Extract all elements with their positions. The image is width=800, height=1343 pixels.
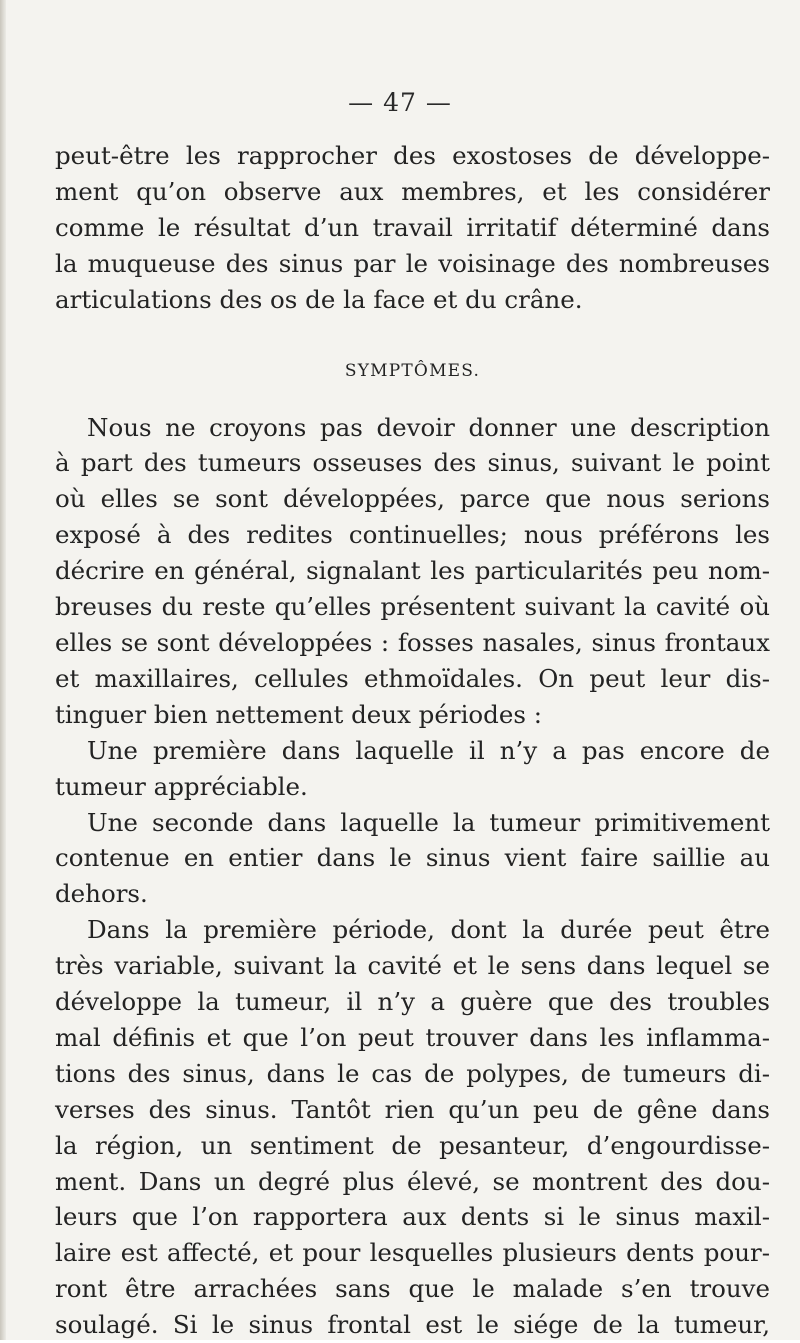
text-line: ment. Dans un degré plus élevé, se montrent des dou- — [55, 1166, 770, 1196]
text-line: où elles se sont développées, parce que nous serions — [55, 484, 770, 514]
text-line: développe la tumeur, il n’y a guère que des troubles — [55, 987, 770, 1017]
page-edge-shadow — [0, 0, 6, 1340]
text-line: peut-être les rapprocher des exostoses de développe- — [55, 141, 770, 170]
text-line: ment qu’on observe aux membres, et les considérer — [55, 176, 770, 206]
text-line: comme le résultat d’un travail irritatif déterminé dans — [55, 212, 770, 242]
text-line: ront être arrachées sans que le malade s’en trouve — [55, 1274, 770, 1304]
text-line: exposé à des redites continuelles; nous préférons les — [55, 520, 770, 550]
text-line: mal définis et que l’on peut trouver dans les inflamma- — [55, 1022, 770, 1052]
text-line: la muqueuse des sinus par le voisinage des nombreuses — [55, 248, 770, 278]
text-line: articulations des os de la face et du crâne. — [55, 284, 583, 314]
text-line: et maxillaires, cellules ethmoïdales. On peut leur dis- — [55, 663, 770, 693]
text-line: contenue en entier dans le sinus vient faire saillie au — [55, 843, 770, 873]
text-line: à part des tumeurs osseuses des sinus, suivant le point — [55, 448, 770, 478]
text-line: Nous ne croyons pas devoir donner une description — [87, 412, 770, 442]
section-heading: SYMPTÔMES. — [344, 360, 481, 381]
text-line: tinguer bien nettement deux périodes : — [55, 699, 542, 729]
text-line: Une seconde dans laquelle la tumeur primitivement — [87, 807, 770, 837]
text-line: tions des sinus, dans le cas de polypes, de tumeurs di- — [55, 1058, 770, 1088]
text-line: très variable, suivant la cavité et le sens dans lequel se — [55, 951, 770, 981]
text-line: soulagé. Si le sinus frontal est le siége de la tumeur, — [55, 1310, 770, 1340]
page-number: — 47 — — [348, 88, 452, 117]
page-text — [55, 138, 770, 1343]
text-line: Dans la première période, dont la durée peut être — [87, 915, 770, 945]
text-line: tumeur appréciable. — [55, 771, 308, 801]
text-line: laire est affecté, et pour lesquelles plusieurs dents pour- — [55, 1238, 770, 1268]
text-line: elles se sont développées : fosses nasales, sinus frontaux — [55, 627, 770, 657]
text-line: dehors. — [55, 879, 148, 909]
text-line: Une première dans laquelle il n’y a pas encore de — [87, 735, 770, 765]
text-line: décrire en général, signalant les particularités peu nom- — [55, 556, 770, 586]
text-line: la région, un sentiment de pesanteur, d’engourdisse- — [55, 1130, 770, 1160]
text-line: leurs que l’on rapportera aux dents si le sinus maxil- — [55, 1202, 770, 1232]
text-line: breuses du reste qu’elles présentent suivant la cavité où — [55, 592, 770, 622]
text-line: verses des sinus. Tantôt rien qu’un peu de gêne dans — [55, 1094, 770, 1124]
